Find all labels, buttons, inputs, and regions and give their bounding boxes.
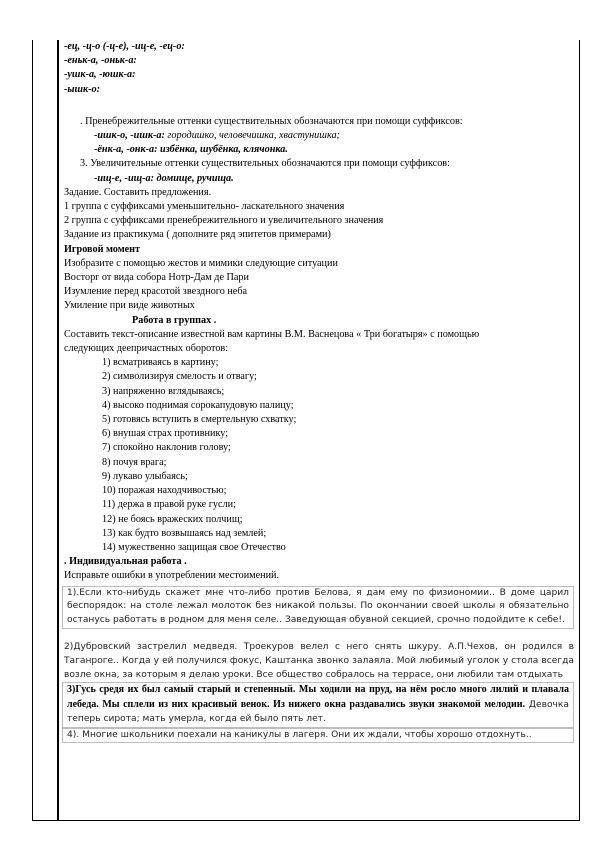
pejorative-title: . Пренебрежительные оттенки существительных обозначаются при помощи суффиксов: <box>80 115 463 127</box>
examples: городишко, человечишка, хвастунишка; <box>167 130 340 142</box>
task-group-1: 1 группа с суффиксами уменьшительно- ласкательного значения <box>64 201 345 213</box>
list-item: 1) всматриваясь в картину; <box>102 357 219 369</box>
page-content <box>64 40 574 743</box>
augment-title: 3. Увеличительные оттенки существительных обозначаются при помощи суффиксов: <box>80 158 450 170</box>
list-item: 14) мужественно защищая свое Отечество <box>102 541 286 553</box>
list-item: 9) лукаво улыбаясь; <box>102 470 188 482</box>
list-item: 4) высоко поднимая сорокапудовую палицу; <box>102 399 294 411</box>
suffix: -ишк-о, -ишк-а: <box>94 130 165 142</box>
list-item: 5) готовясь вступить в смертельную схватку; <box>102 414 297 426</box>
exercise-3-rest: Девочка теперь сирота; мать умерла, когда ей было пять лет. <box>67 700 569 724</box>
spacer <box>64 97 574 115</box>
augment-line-1 <box>64 172 574 186</box>
pejorative-line-2 <box>64 143 574 157</box>
spacer <box>64 629 574 641</box>
game-title: Игровой момент <box>64 243 141 255</box>
table-left-column <box>32 40 58 820</box>
list-item: 12) не боясь вражеских полчищ; <box>102 513 243 525</box>
examples: избёнка, шубёнка, клячонка. <box>160 144 288 156</box>
suffix: -ищ-е, -ищ-а: <box>94 172 154 184</box>
task-practicum: Задание из практикума ( дополните ряд эпитетов примерами) <box>64 229 331 241</box>
list-item: 10) поражая находчивостью; <box>102 485 227 497</box>
list-item: 3) напряженно вглядываясь; <box>102 385 225 397</box>
game-situation: Изумление перед красотой звездного неба <box>64 286 248 298</box>
individual-title: . Индивидуальная работа . <box>64 556 187 568</box>
list-item: 2) символизируя смелость и отвагу; <box>102 371 257 383</box>
list-item: 7) спокойно наклонив голову; <box>102 442 231 454</box>
suffix-line: -ушк-а, -юшк-а: <box>64 69 136 81</box>
exercise-3 <box>62 682 574 727</box>
suffix-line: -ец, -ц-о (-ц-е), -иц-е, -ец-о: <box>64 41 185 52</box>
group-work-instruction: следующих деепричастных оборотов: <box>64 343 229 355</box>
game-instruction: Изобразите с помощью жестов и мимики следующие ситуации <box>64 257 338 269</box>
table-bottom-border <box>32 820 580 821</box>
task-title: Задание. Составить предложения. <box>64 186 212 198</box>
pejorative-line-1 <box>64 129 574 143</box>
list-item: 13) как будто возвышаясь над землей; <box>102 527 267 539</box>
exercise-1: 1).Если кто-нибудь скажет мне что-либо против Белова, я дам ему по физиономии.. В доме царил беспорядок: на столе лежал молоток без никакой пользы. По окончании своей школы я обязательно останусь работать в родном для меня селе.. Заведующая обувной секцией, срочно подойдите к себе!. <box>62 586 574 629</box>
game-situation: Умиление при виде животных <box>64 300 195 312</box>
exercise-2: 2)Дубровский застрелил медведя. Троекуров велел с него снять шкуру. А.П.Чехов, он родился в Таганроге.. Когда у ей получился фокус, Каштанка звонко залаяла. Мой любимый уголок у стола всегда возле окна, за которым я делаю уроки. Все общество собралось на террасе, они любили там отдыхать <box>64 641 574 680</box>
examples: домище, ручища. <box>156 172 234 184</box>
suffix: -ёнк-а, -онк-а: <box>94 144 158 156</box>
phrase-list <box>64 356 574 555</box>
group-work-title: Работа в группах . <box>132 314 217 326</box>
individual-instruction: Исправьте ошибки в употреблении местоимений. <box>64 570 280 582</box>
suffix-line: -еньк-а, -оньк-а: <box>64 55 137 67</box>
list-item: 6) внушая страх противнику; <box>102 428 229 440</box>
exercise-4: 4). Многие школьники поехали на каникулы в лагеря. Они их ждали, чтобы хорошо отдохнуть.. <box>62 728 574 744</box>
suffix-line: -ышк-о: <box>64 83 100 95</box>
exercise-3-bold: 3)Гусь средя их был самый старый и степенный. Мы ходили на пруд, на нём росло много лилий и плавала лебеда. Мы сплели из них красивый венок. Из нижего окна раздавались звуки знакомой мелодии. <box>67 684 569 711</box>
task-group-2: 2 группа с суффиксами пренебрежительного и увеличительного значения <box>64 215 384 227</box>
game-situation: Восторг от вида собора Нотр-Дам де Пари <box>64 272 249 284</box>
list-item: 8) почуя врага; <box>102 456 167 468</box>
list-item: 11) держа в правой руке гусли; <box>102 499 236 511</box>
group-work-instruction: Составить текст-описание известной вам картины В.М. Васнецова « Три богатыря» с помощью <box>64 328 480 340</box>
